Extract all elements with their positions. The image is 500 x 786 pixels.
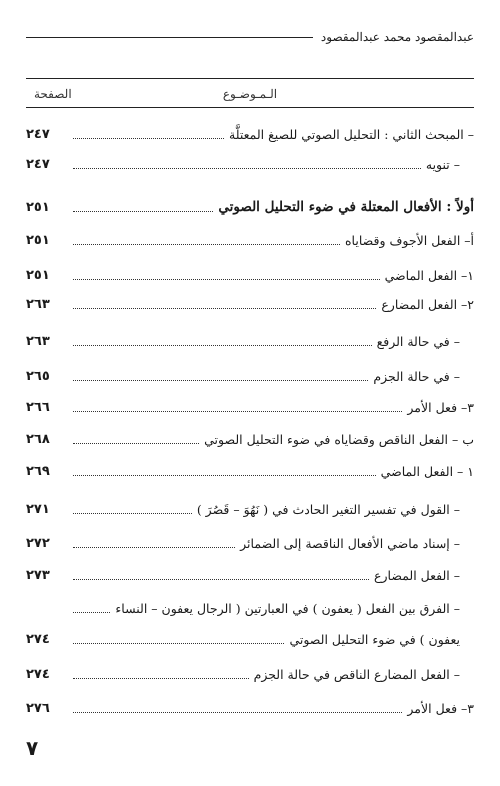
toc-entry-title: ١ – الفعل الماضي: [380, 463, 474, 479]
toc-entry: [26, 533, 474, 553]
toc-entry: [26, 499, 474, 519]
toc-entry: [26, 154, 474, 174]
toc-entry-title: – الفعل المضارع: [374, 567, 460, 583]
toc-entry: [26, 265, 474, 285]
toc-entry-title: ٢– الفعل المضارع: [381, 296, 474, 312]
dot-leader: [73, 308, 376, 309]
toc-entry-title: أولاً : الأفعال المعتلة في ضوء التحليل الصوتي: [218, 199, 474, 215]
dot-leader: [73, 168, 421, 169]
toc-entry: [26, 331, 474, 351]
dot-leader: [73, 547, 235, 548]
column-header-page: الصفحة: [34, 87, 72, 101]
toc-entry-page: ٢٦٣: [26, 296, 50, 312]
toc-entry-page: ٢٦٥: [26, 368, 50, 384]
column-header: [26, 78, 474, 108]
page-number: ٧: [26, 736, 39, 760]
dot-leader: [73, 513, 192, 514]
toc-entry-page: ٢٦٦: [26, 399, 50, 415]
dot-leader: [73, 345, 372, 346]
toc-entry: [26, 230, 474, 250]
running-head-author: عبدالمقصود محمد عبدالمقصود: [320, 30, 474, 44]
dot-leader: [73, 279, 380, 280]
dot-leader: [73, 612, 110, 613]
dot-leader: [73, 138, 224, 139]
toc-entry-title: – في حالة الرفع: [376, 333, 460, 349]
toc-entry-title: ٣– فعل الأمر: [407, 399, 474, 415]
toc-entry-page: ٢٥١: [26, 232, 50, 248]
toc-entry-page: ٢٥١: [26, 199, 50, 215]
dot-leader: [73, 380, 368, 381]
toc-entry: [26, 397, 474, 417]
toc-entry: [26, 294, 474, 314]
dot-leader: [73, 643, 284, 644]
toc-entry-page: ٢٧٤: [26, 631, 50, 647]
toc-entry: [26, 629, 474, 649]
running-head-rule: [26, 37, 313, 38]
toc-entry-page: ٢٥١: [26, 267, 50, 283]
toc-entry: [26, 565, 474, 585]
toc-entry-title: يعفون ) في ضوء التحليل الصوتي: [289, 631, 460, 647]
toc-entry-title: ٣– فعل الأمر: [407, 700, 474, 716]
toc-entry-page: ٢٧٤: [26, 666, 50, 682]
toc-entry-page: ٢٧٢: [26, 535, 50, 551]
toc-entry: [26, 461, 474, 481]
dot-leader: [73, 475, 376, 476]
toc-entry-title: – المبحث الثاني : التحليل الصوتي للصيغ المعتلَّة: [229, 126, 474, 142]
dot-leader: [73, 579, 369, 580]
toc-entry-page: ٢٤٧: [26, 156, 50, 172]
column-header-subject: الـمـوضـوع: [222, 87, 278, 101]
toc-entry: [26, 366, 474, 386]
dot-leader: [73, 211, 213, 212]
dot-leader: [73, 712, 402, 713]
dot-leader: [73, 678, 249, 679]
toc-entry-title: – الفعل المضارع الناقص في حالة الجزم: [253, 666, 460, 682]
toc-entry-page: ٢٧١: [26, 501, 50, 517]
toc-entry: [26, 598, 474, 618]
toc-entry: [26, 698, 474, 718]
toc-entry-page: ٢٦٨: [26, 431, 50, 447]
toc-entry-page: ٢٦٣: [26, 333, 50, 349]
toc-entry-title: – الفرق بين الفعل ( يعفون ) في العبارتين ( الرجال يعفون – النساء: [115, 600, 460, 616]
toc-entry: [26, 197, 474, 217]
toc-entry-page: ٢٦٩: [26, 463, 50, 479]
dot-leader: [73, 244, 340, 245]
toc-entry: [26, 124, 474, 144]
dot-leader: [73, 411, 402, 412]
toc-entry-title: ب – الفعل الناقص وقضاياه في ضوء التحليل الصوتي: [204, 431, 474, 447]
toc-entry-title: أ– الفعل الأجوف وقضاياه: [345, 232, 474, 248]
running-head: [26, 30, 474, 44]
toc-entry: [26, 429, 474, 449]
toc-entry-title: – القول في تفسير التغير الحادث في ( نَهُوَ – قَصُرَ ): [196, 501, 460, 517]
toc-entry-page: ٢٤٧: [26, 126, 50, 142]
toc-entry-page: ٢٧٣: [26, 567, 50, 583]
toc-entry-title: ١– الفعل الماضي: [384, 267, 474, 283]
dot-leader: [73, 443, 199, 444]
toc-entry-page: ٢٧٦: [26, 700, 50, 716]
toc-entry: [26, 664, 474, 684]
toc-entry-title: – تنويه: [425, 156, 460, 172]
toc-entry-title: – في حالة الجزم: [373, 368, 460, 384]
toc-entry-title: – إسناد ماضي الأفعال الناقصة إلى الضمائر: [240, 535, 460, 551]
